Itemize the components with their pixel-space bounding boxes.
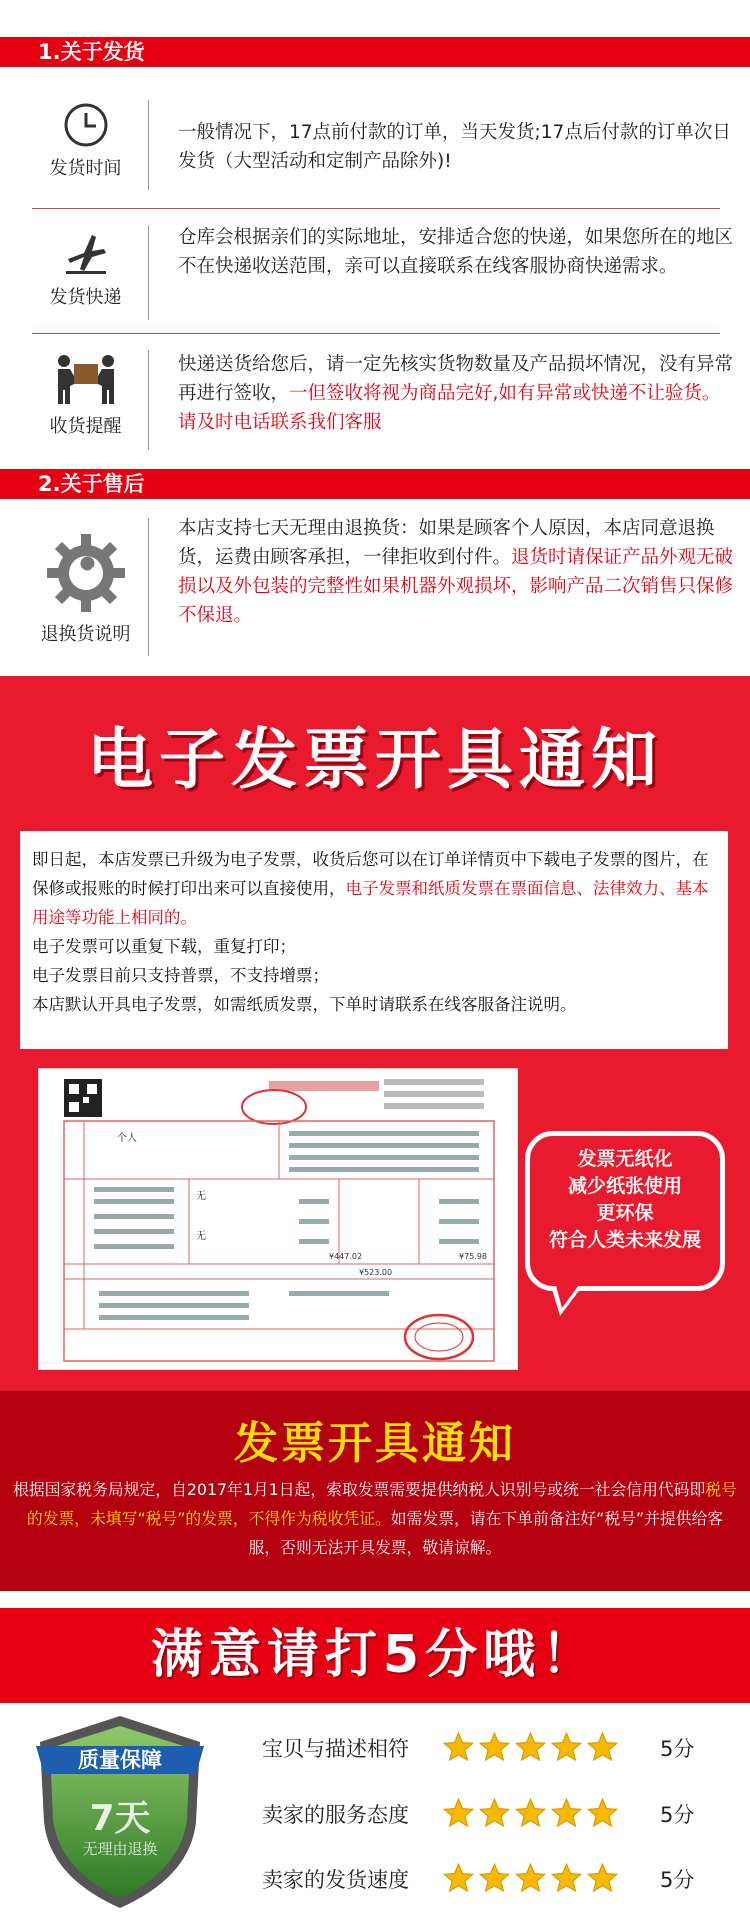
return-policy-row: [0, 510, 750, 660]
shipping-express-icon-box: [18, 229, 153, 309]
rating-score: 5分: [660, 1803, 695, 1827]
star-icon[interactable]: [550, 1731, 583, 1764]
return-policy-label: 退换货说明: [40, 624, 131, 645]
badge-days: 7天: [89, 1798, 151, 1839]
invoice-total-tax: ¥75.98: [459, 1252, 487, 1261]
shipping-time-text: 一般情况下，17点前付款的订单，当天发货;17点后付款的订单次日发货（大型活动和定制产品除外)!: [178, 122, 731, 172]
star-icon[interactable]: [478, 1862, 511, 1895]
notice-text-highlight: 税号的发票，未填写“税号”的发票，不得作为税收凭证。: [26, 1480, 737, 1528]
receipt-reminder-text: [178, 350, 734, 437]
star-icon[interactable]: [586, 1731, 619, 1764]
return-policy-icon-box: [18, 532, 153, 646]
divider: [148, 350, 149, 450]
shipping-time-row: [0, 90, 750, 200]
bubble-line-1: 发票无纸化: [577, 1148, 673, 1170]
receipt-reminder-row: [0, 340, 750, 460]
invoice-notice-title: 发票开具通知: [234, 1418, 516, 1469]
airplane-icon: [62, 229, 110, 277]
receipt-reminder-label: 收货提醒: [49, 416, 122, 437]
star-icon[interactable]: [550, 1797, 583, 1830]
section-header-aftersale: 2.关于售后: [0, 469, 750, 499]
return-policy-text: [178, 514, 734, 630]
bubble-text: [530, 1146, 720, 1254]
star-icon[interactable]: [442, 1797, 475, 1830]
rating-row: [262, 1797, 712, 1831]
einvoice-p1-highlight: 电子发票和纸质发票在票面信息、法律效力、基本用途等功能上相同的。: [32, 879, 709, 927]
invoice-buyer: 个人: [117, 1133, 137, 1144]
rating-label: 卖家的发货速度: [262, 1868, 409, 1892]
shipping-express-text: 仓库会根据亲们的实际地址，安排适合您的快递，如果您所在的地区不在快递收送范围，亲可以直接联系在线客服协商快递需求。: [178, 227, 734, 277]
star-rating[interactable]: [442, 1731, 622, 1765]
einvoice-notice-box: [20, 831, 728, 1049]
star-icon[interactable]: [478, 1731, 511, 1764]
bubble-tail-inner: [554, 1278, 584, 1308]
divider: [148, 518, 149, 656]
rating-row: [262, 1731, 712, 1765]
einvoice-title: 电子发票开具通知: [87, 721, 663, 798]
notice-text-c: 如需发票，请在下单前备注好“税号”并提供给客服，否则无法开具发票，敬请谅解。: [248, 1509, 724, 1557]
invoice-sample-image: [38, 1068, 518, 1370]
star-icon[interactable]: [442, 1862, 475, 1895]
einvoice-line-4: 本店默认开具电子发票，如需纸质发票，下单时请联系在线客服备注说明。: [32, 995, 577, 1014]
rating-label: 卖家的服务态度: [262, 1803, 409, 1827]
gear-wrench-icon: [45, 532, 127, 614]
badge-title: 质量保障: [78, 1748, 162, 1772]
return-text-warning: 退货时请保证产品外观无破损以及外包装的完整性如果机器外观损坏，影响产品二次销售只保修不保退。: [178, 547, 734, 626]
delivery-workers-icon: [50, 354, 122, 406]
einvoice-line-2: 电子发票可以重复下载，重复打印；: [32, 937, 296, 956]
star-rating[interactable]: [442, 1862, 622, 1896]
star-icon[interactable]: [550, 1862, 583, 1895]
invoice-sample-drawing: [39, 1069, 519, 1371]
quality-badge-shield: [30, 1712, 210, 1912]
divider: [148, 225, 149, 320]
clock-icon: [63, 102, 109, 148]
return-text-normal: 本店支持七天无理由退换货：如果是顾客个人原因，本店同意退换货，运费由顾客承担，一律拒收到付件。: [178, 518, 715, 568]
receipt-text-warning: 一但签收将视为商品完好,如有异常或快递不让验货。请及时电话联系我们客服: [178, 383, 721, 433]
star-icon[interactable]: [514, 1731, 547, 1764]
section-header-shipping: 1.关于发货: [0, 37, 750, 67]
badge-subtitle: 无理由退换: [82, 1840, 158, 1858]
divider: [148, 100, 149, 190]
star-icon[interactable]: [514, 1797, 547, 1830]
receipt-reminder-icon-box: [18, 354, 153, 438]
rating-row: [262, 1862, 712, 1896]
einvoice-paragraph: [32, 845, 716, 932]
shipping-time-icon-box: [18, 102, 153, 180]
star-icon[interactable]: [586, 1797, 619, 1830]
invoice-notice-body: [12, 1475, 738, 1562]
shipping-express-label: 发货快递: [49, 287, 122, 308]
star-icon[interactable]: [478, 1797, 511, 1830]
receipt-text-normal: 快递送货给您后，请一定先核实货物数量及产品损坏情况，没有异常再进行签收，: [178, 354, 734, 404]
invoice-grand-total: ¥523.00: [359, 1268, 393, 1277]
rating-score: 5分: [660, 1737, 695, 1761]
star-rating[interactable]: [442, 1797, 622, 1831]
invoice-no-2: 无: [196, 1231, 206, 1242]
invoice-notice-section: [0, 1391, 750, 1591]
bubble-line-2: 减少纸张使用: [567, 1175, 682, 1197]
shipping-time-label: 发货时间: [49, 158, 122, 179]
rating-score: 5分: [660, 1868, 695, 1892]
notice-text-a: 根据国家税务局规定，自2017年1月1日起，索取发票需要提供纳税人识别号或统一社会信用代码即: [13, 1480, 706, 1499]
separator: [32, 208, 720, 209]
rating-label: 宝贝与描述相符: [262, 1737, 409, 1761]
invoice-total-small: ¥447.02: [329, 1252, 363, 1261]
separator: [32, 333, 720, 334]
star-icon[interactable]: [586, 1862, 619, 1895]
einvoice-line-3: 电子发票目前只支持普票，不支持增票；: [32, 966, 329, 985]
rating-banner: 满意请打5分哦！: [0, 1608, 750, 1703]
einvoice-section: [0, 676, 750, 1391]
einvoice-p1: 即日起，本店发票已升级为电子发票，收货后您可以在订单详情页中下载电子发票的图片，在保修或报账的时候打印出来可以直接使用，: [32, 850, 709, 898]
bubble-line-4: 符合人类未来发展: [548, 1229, 701, 1251]
star-icon[interactable]: [514, 1862, 547, 1895]
shipping-express-row: [0, 215, 750, 330]
star-icon[interactable]: [442, 1731, 475, 1764]
invoice-no-1: 无: [196, 1191, 206, 1202]
bubble-line-3: 更环保: [596, 1202, 654, 1224]
